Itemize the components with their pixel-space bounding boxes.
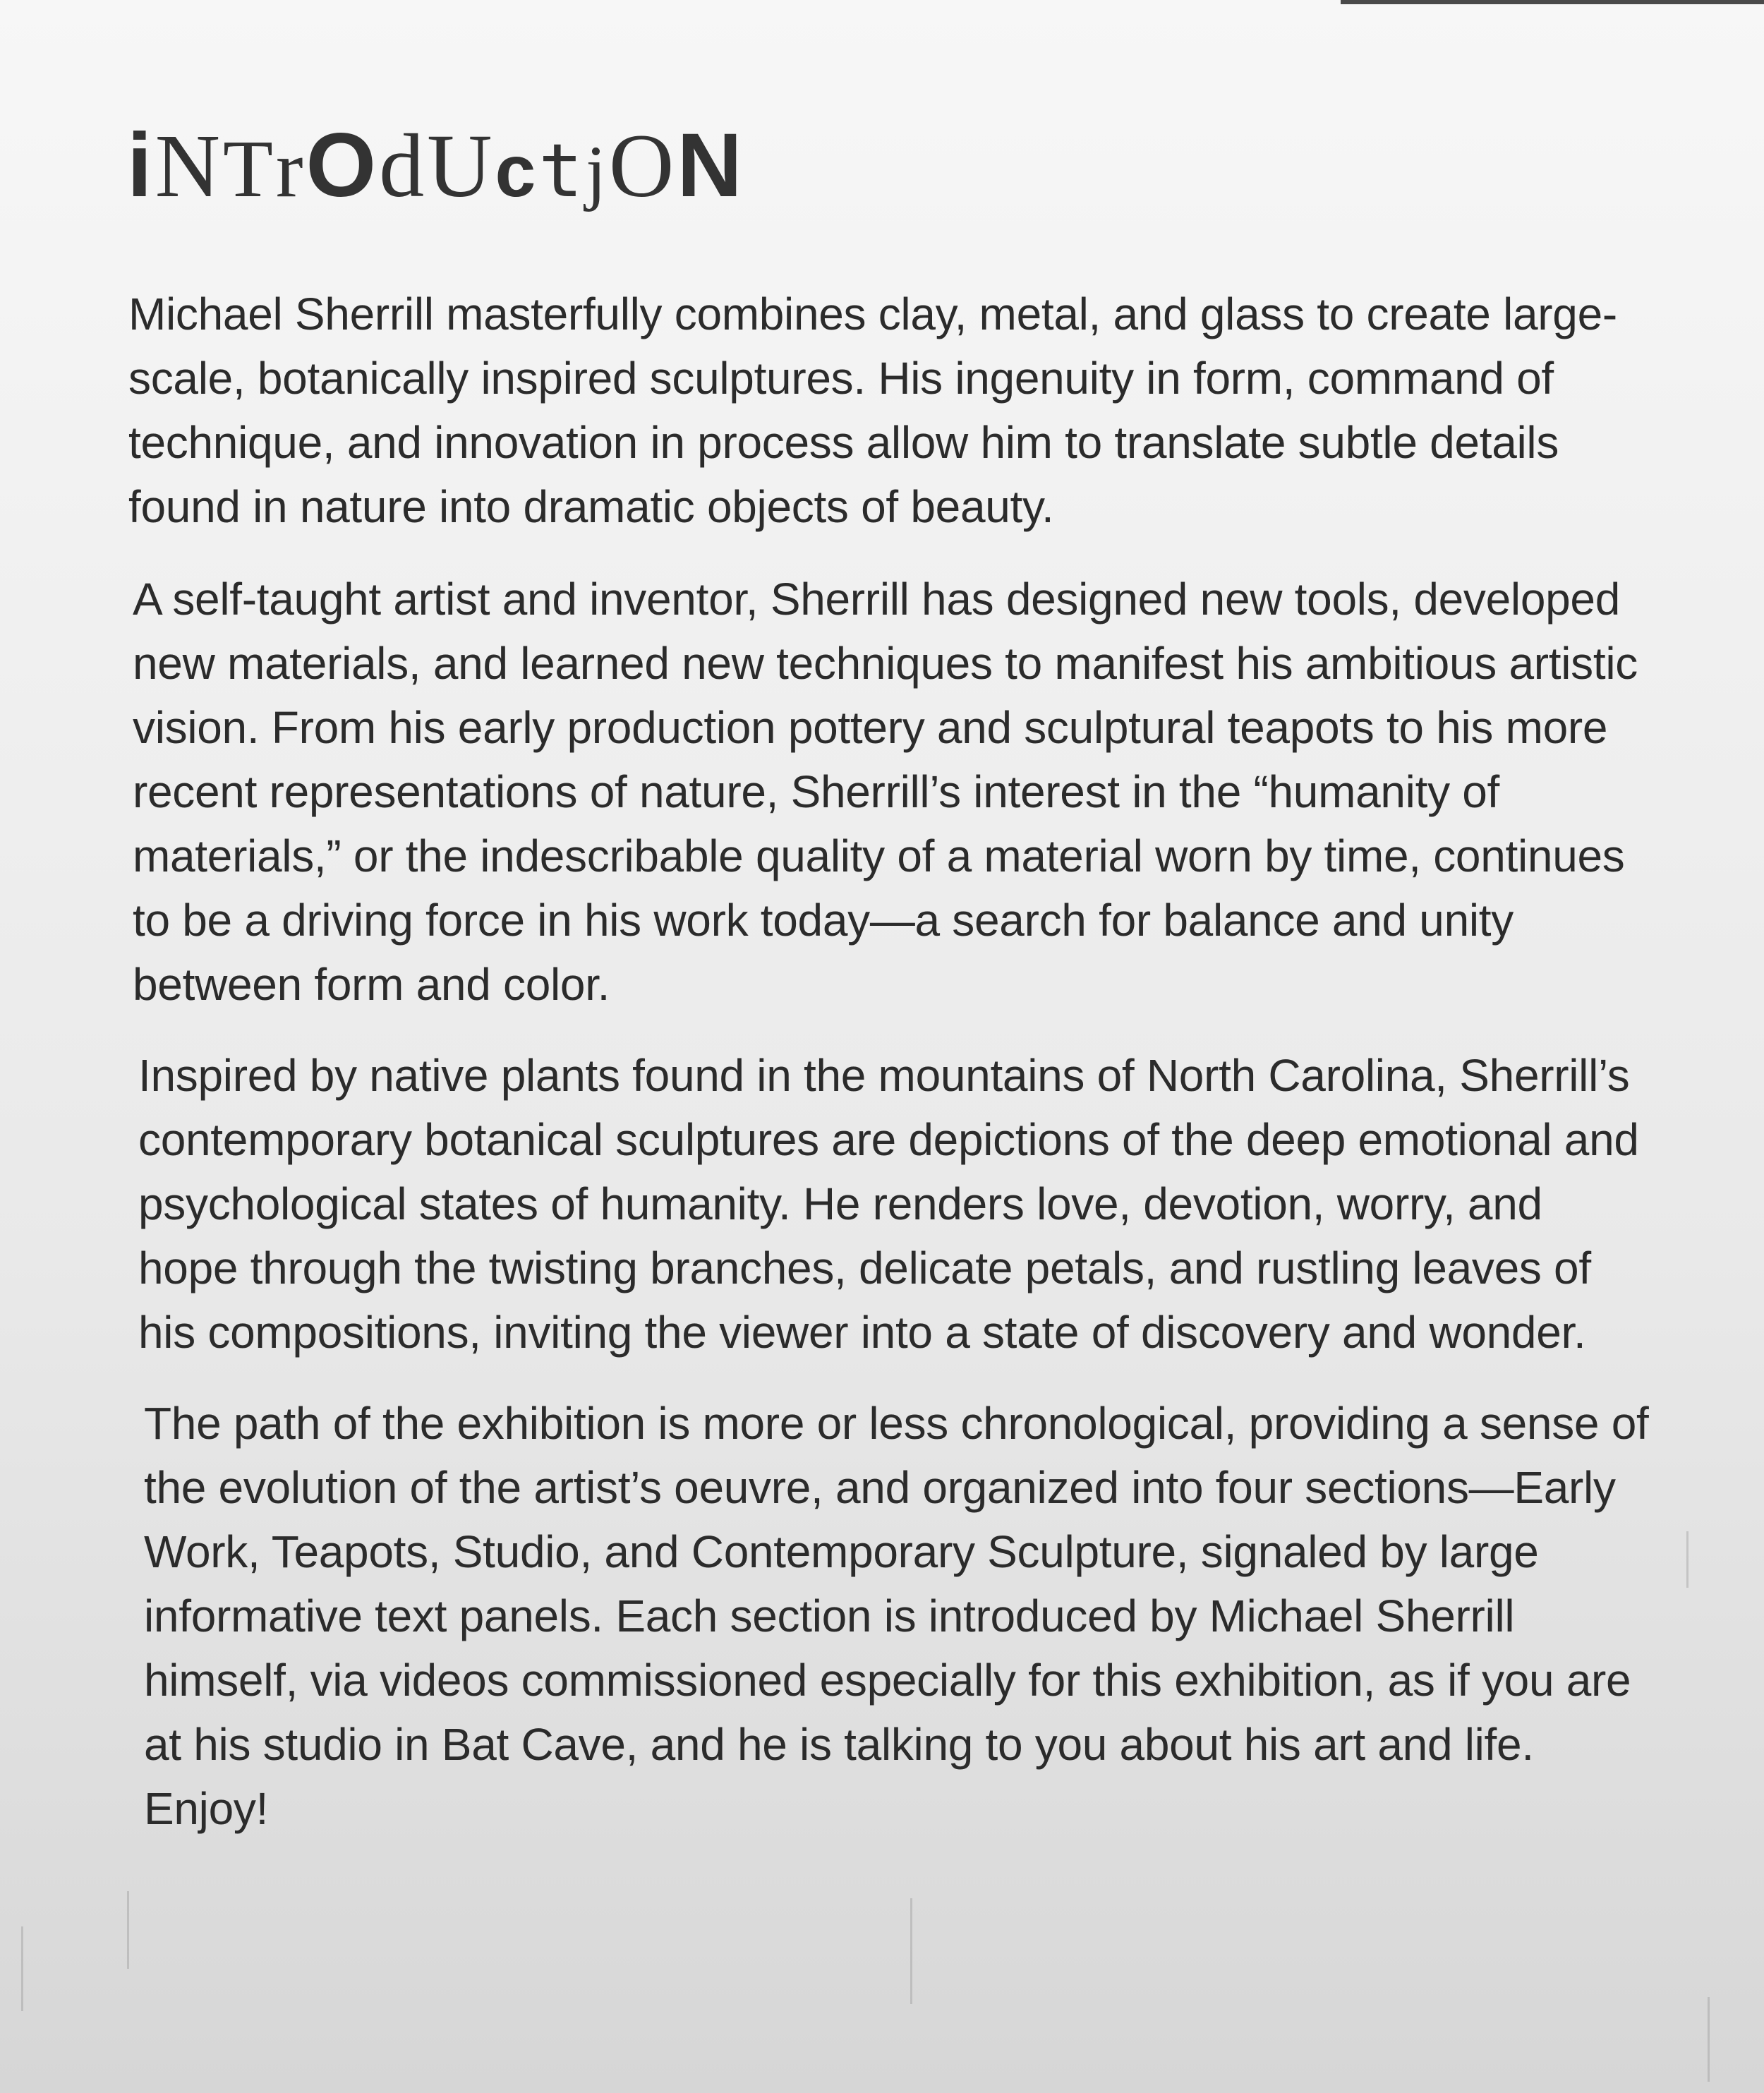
title-glyph: U [427, 116, 493, 217]
title-glyph: O [608, 116, 675, 217]
paragraph-4: The path of the exhibition is more or less chronological, providing a sense of the evolution of the artist’s oeuvre, and organized into four sections—Early Work, Teapots, Studio, and Contemporary Sculpture, signaled by large informative text panels. Each section is introduced by Michael Sherrill himself, via videos commissioned especially for this exhibition, as if you are at his studio in Bat Cave, and he is talking to you about his art and life. Enjoy! [144, 1398, 1649, 1834]
title-glyph: t [538, 128, 583, 215]
paragraph-2: A self-taught artist and inventor, Sherrill has designed new tools, developed new materials, and learned new techniques to manifest his ambitious artistic vision. From his early production pottery and sculptural teapots to his more recent representations of nature, Sherrill’s interest in the “humanity of materials,” or the indescribable quality of a material worn by time, continues to be a driving force in his work today—a search for balance and unity between form and color. [133, 574, 1638, 1010]
title-glyph: d [379, 116, 425, 217]
title-glyph: r [275, 124, 303, 215]
wall-scuff [127, 1891, 129, 1969]
title-glyph: i [127, 115, 152, 217]
wall-scuff [1686, 1531, 1689, 1588]
paragraph-3: Inspired by native plants found in the mountains of North Carolina, Sherrill’s contemporary botanical sculptures are depictions of the deep emotional and psychological states of humanity. He renders love, devotion, worry, and hope through the twisting branches, delicate petals, and rustling leaves of his compositions, inviting the viewer into a state of discovery and wonder. [138, 1050, 1639, 1358]
title-glyph: N [677, 115, 742, 217]
paragraph-1: Michael Sherrill masterfully combines clay, metal, and glass to create large-scale, botanically inspired sculptures. His ingenuity in form, command of technique, and innovation in process allow him to translate subtle details found in nature into dramatic objects of beauty. [128, 289, 1617, 532]
panel-top-edge [1341, 0, 1764, 4]
title-glyph: N [155, 116, 220, 217]
wall-scuff [1708, 1997, 1710, 2082]
title-glyph: O [306, 115, 377, 217]
title-glyph: c [495, 131, 536, 213]
title-glyph: T [223, 124, 273, 215]
wall-scuff [910, 1898, 912, 2004]
intro-body [128, 282, 1653, 1868]
wall-scuff [21, 1926, 23, 2011]
title-glyph: j [585, 131, 606, 213]
page-title [127, 115, 742, 227]
